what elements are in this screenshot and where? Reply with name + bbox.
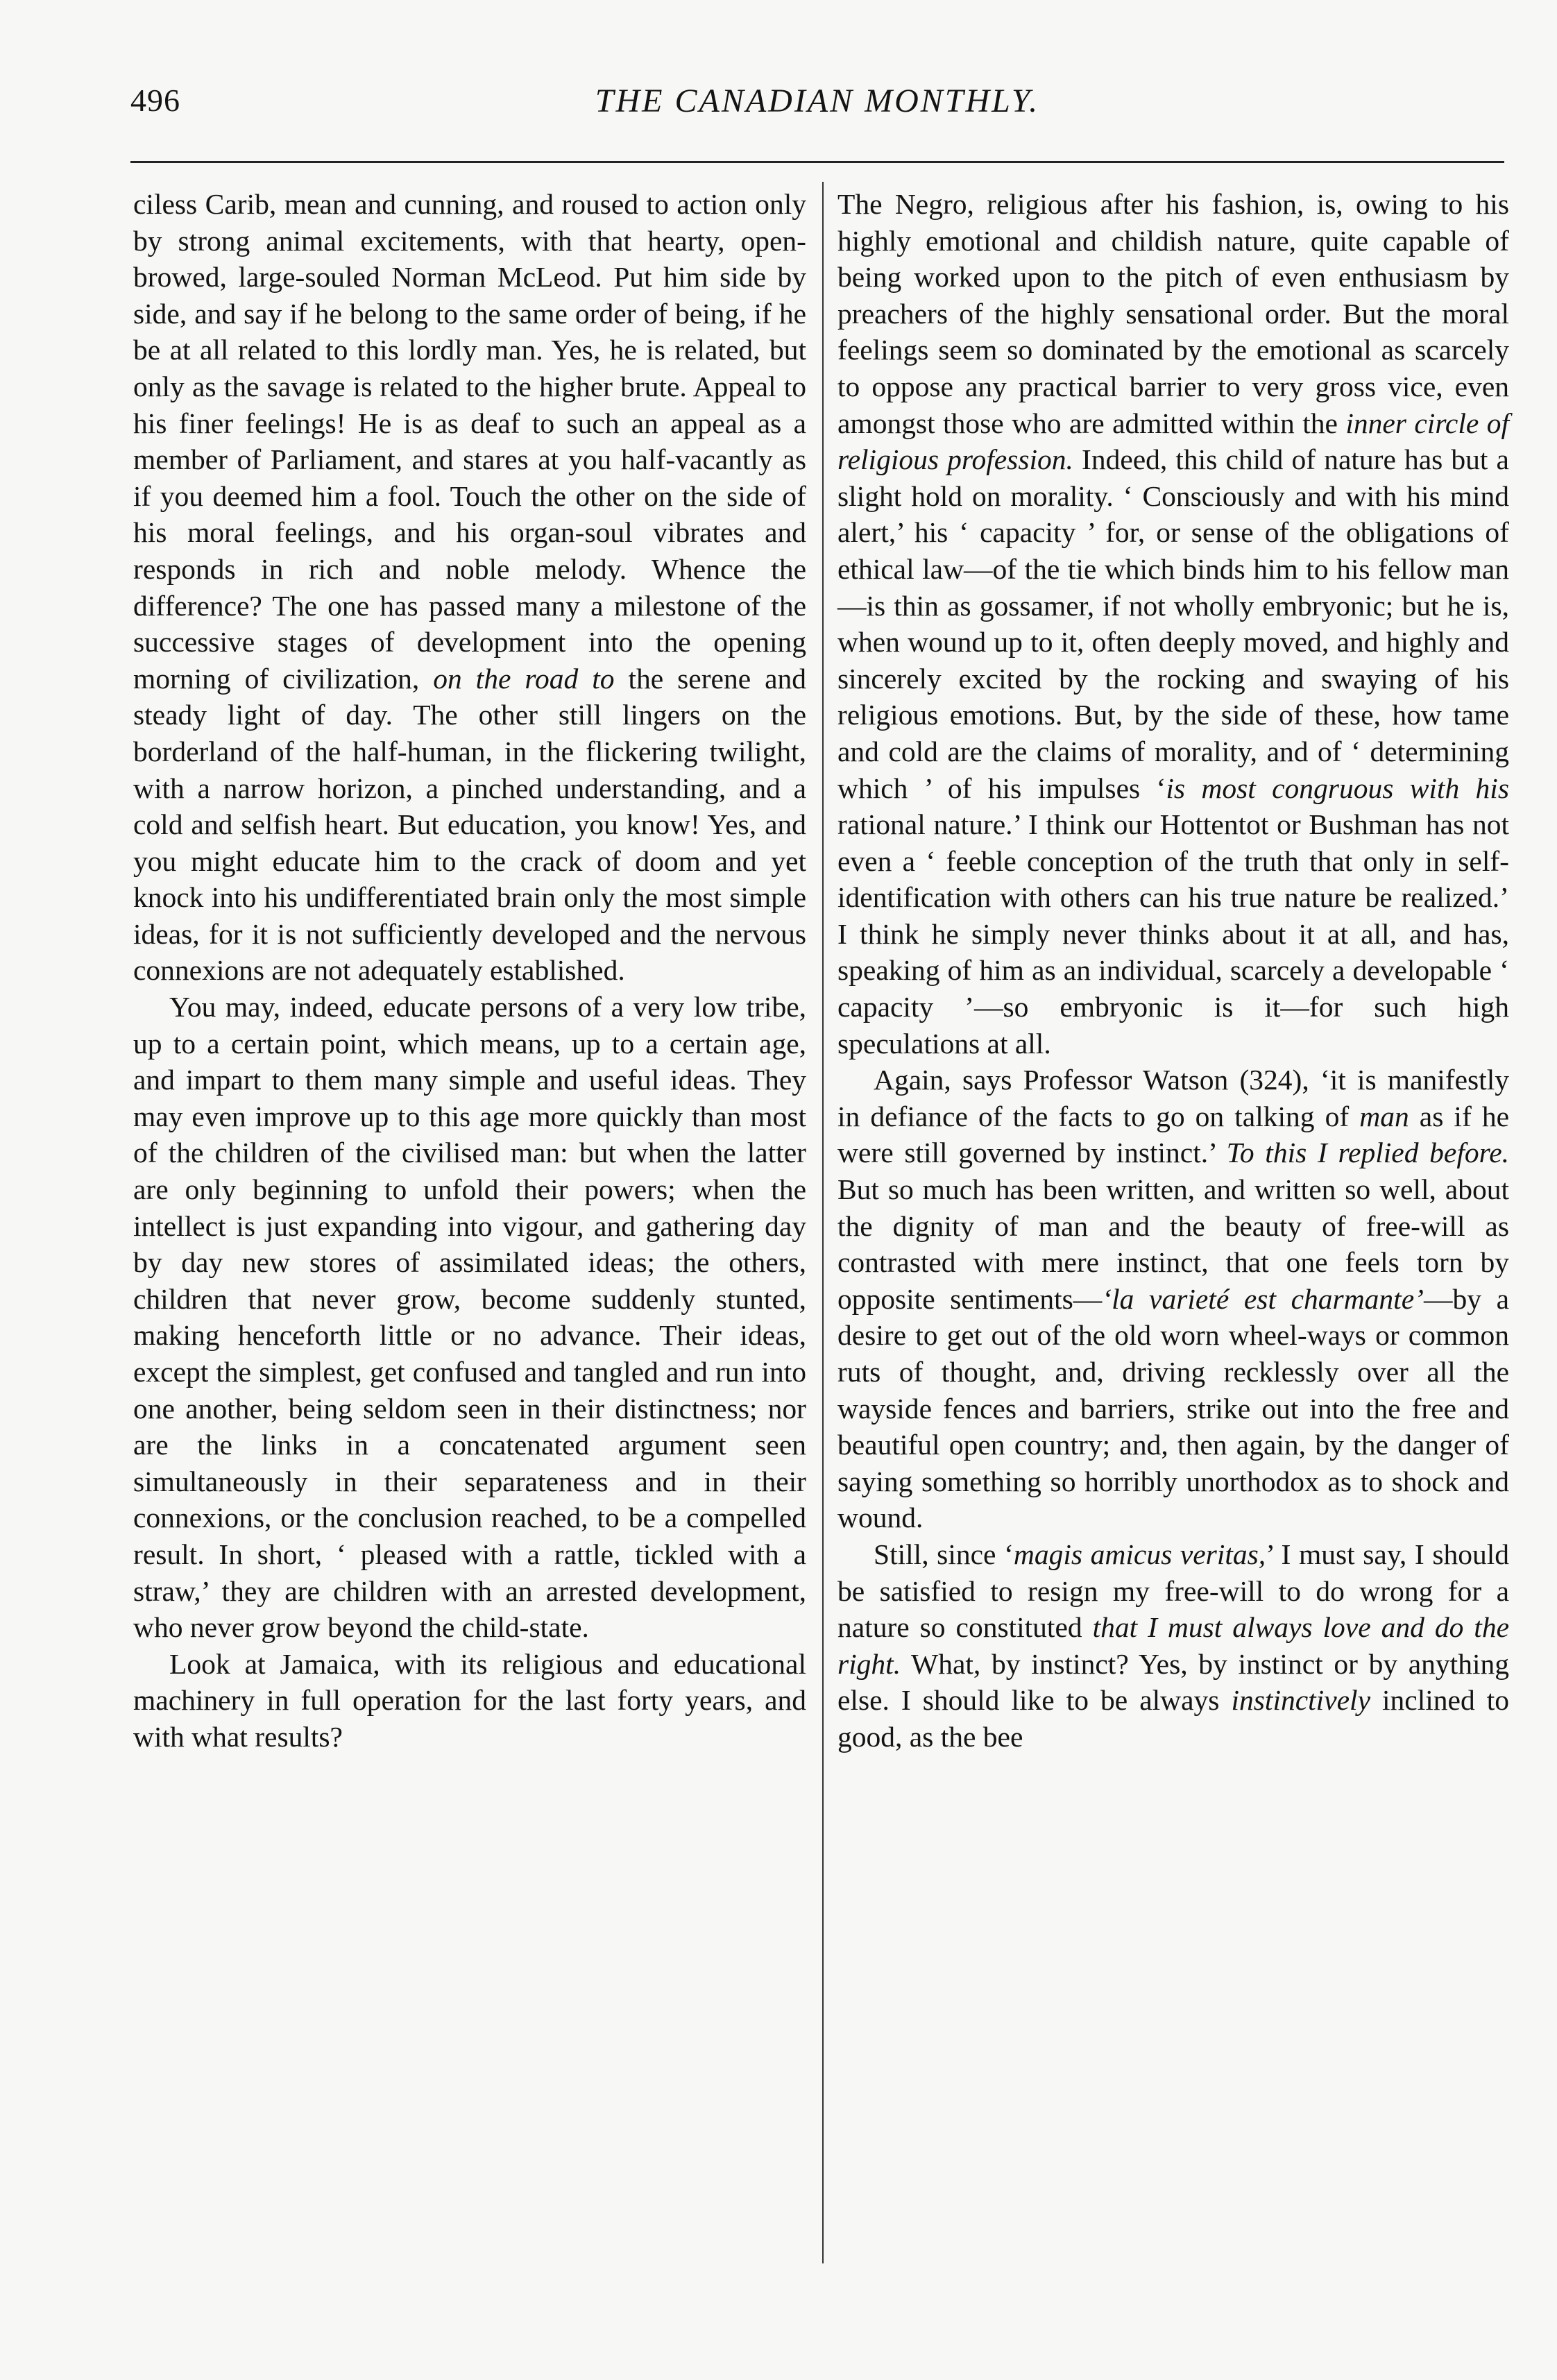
left-paragraph-2: You may, indeed, educate persons of a very low tribe, up to a certain point, which means, up to a certain age, and impart to them many simple and useful ideas. They may even improve up to this age more quickly than most of the children of the civilised man: but when the latter are only beginning to unfold their powers; when the intellect is just expanding into vigour, and gathering day by day new stores of assimilated ideas; the others, children that never grow, become suddenly stunted, making henceforth little or no advance. Their ideas, except the simplest, get confused and tangled and run into one another, being seldom seen in their distinctness; nor are the links in a concatenated argument seen simultaneously in their separateness and in their connexions, or the conclusion reached, to be a compelled result. In short, ‘ pleased with a rattle, tickled with a straw,’ they are children with an arrested development, who never grow beyond the child-state. xyxy=(133,991,806,1644)
italic-run: magis amicus veritas, xyxy=(1013,1538,1266,1570)
text-run: the serene and steady light of day. The other still lingers on the borderland of the half-human, in the flickering twilight, with a narrow horizon, a pinched understanding, and a cold and selfish heart. But education, you know! Yes, and you might educate him to the crack of doom and yet knock into his undifferentiated brain only the most simple ideas, for it is not sufficiently developed and the nervous connexions are not adequately established. xyxy=(133,662,807,987)
left-paragraph-3: Look at Jamaica, with its religious and educational machinery in full operation for the last forty years, and with what results? xyxy=(133,1647,806,1753)
italic-run: To this I replied before. xyxy=(1226,1137,1509,1169)
text-run: ciless Carib, mean and cunning, and roused to action only by strong animal excitements, with that hearty, open-browed, large-souled Norman McLeod. Put him side by side, and say if he belong to the same order of being, if he be at all related to this lordly man. Yes, he is related, but only as the savage is related to the higher brute. Appeal to his finer feelings! He is as deaf to such an appeal as a member of Parliament, and stares at you half-vacantly as if you deemed him a fool. Touch the other on the side of his moral feelings, and his organ-soul vibrates and responds in rich and noble melody. Whence the difference? The one has passed many a milestone of the successive stages of development into the opening morning of civilization, xyxy=(133,188,806,695)
page-number: 496 xyxy=(130,83,180,118)
running-title: THE CANADIAN MONTHLY. xyxy=(595,83,1040,119)
italic-run: ‘la varieté est charmante’ xyxy=(1102,1282,1424,1315)
text-run: inclined to good, as the bee xyxy=(837,1684,1510,1753)
text-run: Again, says Professor Watson (324), ‘it is manifestly in defiance of the facts to go on talking of xyxy=(837,1064,1509,1132)
header-rule xyxy=(130,161,1504,163)
italic-run: that I must always love and do the right. xyxy=(837,1611,1509,1680)
italic-run: on the road to xyxy=(433,662,615,695)
text-run: —by a desire to get out of the old worn wheel-ways or common ruts of thought, and, driving recklessly over all the wayside fences and barriers, strike out into the free and beautiful open country; and, then again, by the danger of saying something so horribly unorthodox as to shock and wound. xyxy=(837,1282,1509,1534)
right-paragraph-3 xyxy=(837,1536,1509,1756)
right-paragraph-2 xyxy=(837,1062,1509,1536)
text-run: Still, since ‘ xyxy=(874,1538,1014,1570)
italic-run: man xyxy=(1359,1100,1409,1132)
right-paragraph-1 xyxy=(837,186,1509,1062)
text-run: rational nature.’ I think our Hottentot or Bushman has not even a ‘ feeble conception of the truth that only in self-identification with others can his true nature be realized.’ I think he simply never thinks about it at all, and has, speaking of him as an individual, scarcely a developable ‘ capacity ’—so embryonic is it—for such high speculations at all. xyxy=(837,808,1509,1060)
italic-run: is most congruous with his xyxy=(1166,772,1509,804)
text-run: ’ I must say, I should be satisfied to resign my free-will to do wrong for a nature so constituted xyxy=(837,1538,1509,1644)
italic-run: inner circle of religious profession. xyxy=(837,407,1510,476)
column-divider xyxy=(822,182,824,2263)
text-run: What, by instinct? Yes, by instinct or by anything else. I should like to be always xyxy=(837,1647,1509,1717)
italic-run: instinctively xyxy=(1231,1684,1370,1717)
left-paragraph-1 xyxy=(133,186,806,989)
right-column xyxy=(837,186,1509,1756)
text-run: as if he were still governed by instinct.’ xyxy=(837,1100,1510,1169)
text-run: Indeed, this child of nature has but a slight hold on morality. ‘ Consciously and with his mind alert,’ his ‘ capacity ’ for, or sense of the obligations of ethical law—of the tie which binds him to his fellow man—is thin as gossamer, if not wholly embryonic; but he is, when wound up to it, often deeply moved, and highly and sincerely excited by the rocking and swaying of his religious emotions. But, by the side of these, how tame and cold are the claims of morality, and of ‘ determining which ’ of his impulses ‘ xyxy=(837,443,1509,804)
left-column xyxy=(133,186,806,1756)
text-run: But so much has been written, and written so well, about the dignity of man and the beauty of free-will as contrasted with mere instinct, that one feels torn by opposite sentiments— xyxy=(837,1173,1509,1315)
text-run: The Negro, religious after his fashion, is, owing to his highly emotional and childish nature, quite capable of being worked upon to the pitch of even enthusiasm by preachers of the highly sensational order. But the moral feelings seem so dominated by the emotional as scarcely to oppose any practical barrier to very gross vice, even amongst those who are admitted within the xyxy=(837,188,1509,439)
page-header xyxy=(130,82,1504,137)
